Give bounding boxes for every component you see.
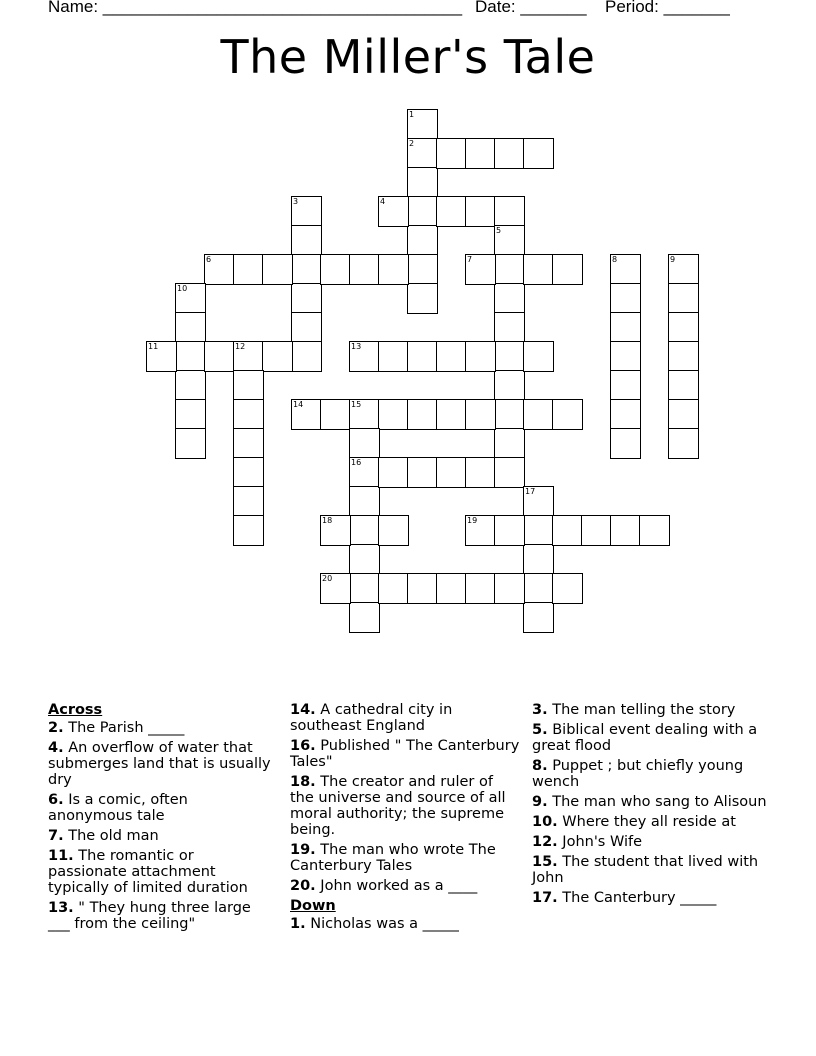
clue-down-1: 1. Nicholas was a _____ <box>290 916 459 932</box>
grid-cell[interactable] <box>523 544 554 575</box>
grid-cell[interactable] <box>465 138 496 169</box>
grid-cell[interactable] <box>494 457 525 488</box>
grid-cell[interactable] <box>610 312 641 343</box>
clue-across-2: 2. The Parish _____ <box>48 720 185 736</box>
grid-cell[interactable] <box>465 515 496 546</box>
grid-cell[interactable] <box>552 254 583 285</box>
clue-across-4: 4. An overflow of water that submerges land that is usually dry <box>48 740 271 788</box>
grid-cell[interactable] <box>262 341 293 372</box>
cell-number: 4 <box>380 197 386 206</box>
cell-number: 2 <box>409 139 415 148</box>
grid-cell[interactable] <box>349 486 380 517</box>
puzzle-title: The Miller's Tale <box>220 30 596 84</box>
grid-cell[interactable] <box>465 573 496 604</box>
grid-cell[interactable] <box>349 544 380 575</box>
clues-column-3 <box>532 702 772 910</box>
grid-cell[interactable] <box>233 370 264 401</box>
clue-down-12: 12. John's Wife <box>532 834 643 850</box>
grid-cell[interactable] <box>668 283 699 314</box>
clue-down-10: 10. Where they all reside at <box>532 814 736 830</box>
grid-cell[interactable] <box>610 341 641 372</box>
grid-cell[interactable] <box>204 254 235 285</box>
clue-across-16: 16. Published " The Canterbury Tales" <box>290 738 520 770</box>
grid-cell[interactable] <box>291 399 322 430</box>
clue-down-17: 17. The Canterbury _____ <box>532 890 717 906</box>
grid-cell[interactable] <box>233 341 264 372</box>
cell-number: 10 <box>177 284 188 293</box>
grid-cell[interactable] <box>233 515 264 546</box>
grid-cell[interactable] <box>552 515 583 546</box>
grid-cell[interactable] <box>523 515 554 546</box>
grid-cell[interactable] <box>291 254 322 285</box>
grid-cell[interactable] <box>494 515 525 546</box>
clues-column-1 <box>48 702 273 936</box>
grid-cell[interactable] <box>175 341 206 372</box>
grid-cell[interactable] <box>465 196 496 227</box>
grid-cell[interactable] <box>349 399 380 430</box>
grid-cell[interactable] <box>523 254 554 285</box>
grid-cell[interactable] <box>378 573 409 604</box>
grid-cell[interactable] <box>494 341 525 372</box>
grid-cell[interactable] <box>175 312 206 343</box>
grid-cell[interactable] <box>378 515 409 546</box>
grid-cell[interactable] <box>291 196 322 227</box>
grid-cell[interactable] <box>494 573 525 604</box>
grid-cell[interactable] <box>668 341 699 372</box>
grid-cell[interactable] <box>436 341 467 372</box>
grid-cell[interactable] <box>320 515 351 546</box>
grid-cell[interactable] <box>349 341 380 372</box>
grid-cell[interactable] <box>378 399 409 430</box>
grid-cell[interactable] <box>349 428 380 459</box>
grid-cell[interactable] <box>407 283 438 314</box>
grid-cell[interactable] <box>349 457 380 488</box>
grid-cell[interactable] <box>668 399 699 430</box>
grid-cell[interactable] <box>233 254 264 285</box>
clue-down-5: 5. Biblical event dealing with a great flood <box>532 722 758 754</box>
grid-cell[interactable] <box>494 312 525 343</box>
grid-cell[interactable] <box>407 573 438 604</box>
cell-number: 3 <box>293 197 299 206</box>
grid-cell[interactable] <box>291 341 322 372</box>
clue-across-20: 20. John worked as a ____ <box>290 878 478 894</box>
grid-cell[interactable] <box>610 370 641 401</box>
grid-cell[interactable] <box>581 515 612 546</box>
grid-cell[interactable] <box>407 167 438 198</box>
grid-cell[interactable] <box>523 573 554 604</box>
cell-number: 19 <box>467 516 478 525</box>
grid-cell[interactable] <box>407 109 438 140</box>
grid-cell[interactable] <box>494 138 525 169</box>
cell-number: 20 <box>322 574 333 583</box>
clue-across-18: 18. The creator and ruler of the universe and source of all moral authority; the supreme being. <box>290 774 506 838</box>
cell-number: 1 <box>409 110 415 119</box>
clue-down-9: 9. The man who sang to Alisoun <box>532 794 767 810</box>
grid-cell[interactable] <box>668 370 699 401</box>
grid-cell[interactable] <box>465 399 496 430</box>
grid-cell[interactable] <box>175 428 206 459</box>
cell-number: 11 <box>148 342 159 351</box>
grid-cell[interactable] <box>436 457 467 488</box>
grid-cell[interactable] <box>175 370 206 401</box>
grid-cell[interactable] <box>668 428 699 459</box>
grid-cell[interactable] <box>407 225 438 256</box>
cell-number: 13 <box>351 342 362 351</box>
grid-cell[interactable] <box>349 515 380 546</box>
cell-number: 8 <box>612 255 618 264</box>
date-field[interactable]: Date: _______ <box>475 0 587 16</box>
name-field[interactable]: Name: ______________________________________ <box>48 0 463 16</box>
grid-cell[interactable] <box>610 283 641 314</box>
grid-cell[interactable] <box>233 399 264 430</box>
grid-cell[interactable] <box>436 196 467 227</box>
grid-cell[interactable] <box>668 254 699 285</box>
grid-cell[interactable] <box>378 457 409 488</box>
grid-cell[interactable] <box>407 399 438 430</box>
clue-down-15: 15. The student that lived with John <box>532 854 759 886</box>
cell-number: 14 <box>293 400 304 409</box>
grid-cell[interactable] <box>523 138 554 169</box>
grid-cell[interactable] <box>494 370 525 401</box>
grid-cell[interactable] <box>407 254 438 285</box>
grid-cell[interactable] <box>262 254 293 285</box>
period-field[interactable]: Period: _______ <box>605 0 730 16</box>
grid-cell[interactable] <box>407 457 438 488</box>
clue-across-6: 6. Is a comic, often anonymous tale <box>48 792 188 824</box>
grid-cell[interactable] <box>610 399 641 430</box>
grid-cell[interactable] <box>465 457 496 488</box>
grid-cell[interactable] <box>639 515 670 546</box>
grid-cell[interactable] <box>349 573 380 604</box>
grid-cell[interactable] <box>378 341 409 372</box>
clue-down-8: 8. Puppet ; but chiefly young wench <box>532 758 744 790</box>
grid-cell[interactable] <box>552 399 583 430</box>
grid-cell[interactable] <box>436 573 467 604</box>
clue-across-19: 19. The man who wrote The Canterbury Tales <box>290 842 496 874</box>
grid-cell[interactable] <box>407 138 438 169</box>
grid-cell[interactable] <box>610 254 641 285</box>
clue-down-3: 3. The man telling the story <box>532 702 736 718</box>
grid-cell[interactable] <box>523 486 554 517</box>
clue-across-14: 14. A cathedral city in southeast England <box>290 702 453 734</box>
cell-number: 9 <box>670 255 676 264</box>
grid-cell[interactable] <box>378 196 409 227</box>
grid-cell[interactable] <box>204 341 235 372</box>
cell-number: 7 <box>467 255 473 264</box>
clues-column-2 <box>290 702 520 936</box>
grid-cell[interactable] <box>349 602 380 633</box>
grid-cell[interactable] <box>436 138 467 169</box>
grid-cell[interactable] <box>291 225 322 256</box>
grid-cell[interactable] <box>320 254 351 285</box>
cell-number: 18 <box>322 516 333 525</box>
clue-across-7: 7. The old man <box>48 828 159 844</box>
grid-cell[interactable] <box>552 573 583 604</box>
grid-cell[interactable] <box>291 283 322 314</box>
across-heading: Across <box>48 702 103 718</box>
grid-cell[interactable] <box>465 341 496 372</box>
grid-cell[interactable] <box>494 254 525 285</box>
clue-across-13: 13. " They hung three large ___ from the ceiling" <box>48 900 251 932</box>
grid-cell[interactable] <box>407 341 438 372</box>
cell-number: 6 <box>206 255 212 264</box>
grid-cell[interactable] <box>610 428 641 459</box>
grid-cell[interactable] <box>668 312 699 343</box>
grid-cell[interactable] <box>320 399 351 430</box>
grid-cell[interactable] <box>436 399 467 430</box>
down-heading: Down <box>290 898 336 914</box>
cell-number: 5 <box>496 226 502 235</box>
cell-number: 15 <box>351 400 362 409</box>
grid-cell[interactable] <box>523 399 554 430</box>
grid-cell[interactable] <box>494 428 525 459</box>
grid-cell[interactable] <box>291 312 322 343</box>
grid-cell[interactable] <box>349 254 380 285</box>
grid-cell[interactable] <box>494 283 525 314</box>
grid-cell[interactable] <box>320 573 351 604</box>
grid-cell[interactable] <box>175 399 206 430</box>
grid-cell[interactable] <box>233 457 264 488</box>
grid-cell[interactable] <box>523 341 554 372</box>
grid-cell[interactable] <box>146 341 177 372</box>
grid-cell[interactable] <box>523 602 554 633</box>
cell-number: 17 <box>525 487 536 496</box>
clue-across-11: 11. The romantic or passionate attachment typically of limited duration <box>48 848 248 896</box>
cell-number: 16 <box>351 458 362 467</box>
grid-cell[interactable] <box>175 283 206 314</box>
grid-cell[interactable] <box>494 225 525 256</box>
grid-cell[interactable] <box>378 254 409 285</box>
grid-cell[interactable] <box>233 486 264 517</box>
grid-cell[interactable] <box>407 196 438 227</box>
cell-number: 12 <box>235 342 246 351</box>
grid-cell[interactable] <box>494 196 525 227</box>
grid-cell[interactable] <box>610 515 641 546</box>
grid-cell[interactable] <box>233 428 264 459</box>
grid-cell[interactable] <box>494 399 525 430</box>
grid-cell[interactable] <box>465 254 496 285</box>
